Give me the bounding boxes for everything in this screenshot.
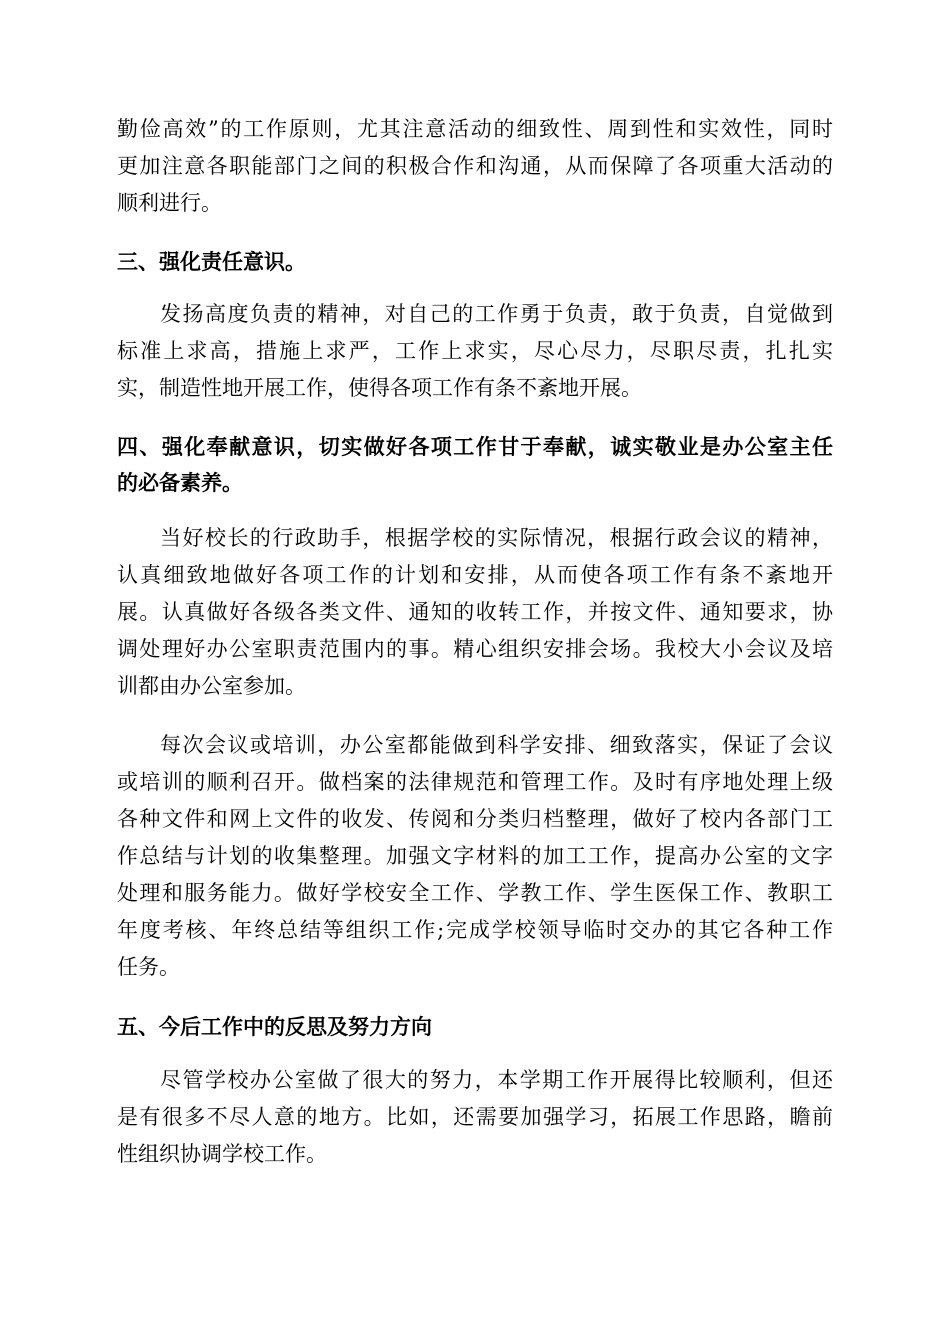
section-4-heading-line-2: 的必备素养。 [117,471,243,495]
section-4-paragraph-b-line-3: 各种文件和网上文件的收发、传阅和分类归档整理，做好了校内各部门工 [117,807,833,831]
section-3-paragraph-line-2: 标准上求高，措施上求严，工作上求实，尽心尽力，尽职尽责，扎扎实 [117,339,833,363]
section-4-paragraph-a-line-2: 认真细致地做好各项工作的计划和安排，从而使各项工作有条不紊地开 [117,563,833,587]
section-4-paragraph-a-line-4: 调处理好办公室职责范围内的事。精心组织安排会场。我校大小会议及培 [117,637,833,661]
section-5-paragraph-line-2: 是有很多不尽人意的地方。比如，还需要加强学习，拓展工作思路，瞻前 [117,1105,833,1129]
paragraph-intro-line-1: 勤俭高效”的工作原则，尤其注意活动的细致性、周到性和实效性，同时 [117,117,833,141]
section-4-paragraph-b-line-7: 任务。 [117,955,180,979]
section-4-paragraph-a-line-5: 训都由办公室参加。 [117,674,306,698]
section-4-paragraph-b-line-4: 作总结与计划的收集整理。加强文字材料的加工工作，提高办公室的文字 [117,844,833,868]
paragraph-intro-line-2: 更加注意各职能部门之间的积极合作和沟通，从而保障了各项重大活动的 [117,154,833,178]
section-4-paragraph-b-line-2: 或培训的顺利召开。做档案的法律规范和管理工作。及时有序地处理上级 [117,770,833,794]
section-5-paragraph-line-3: 性组织协调学校工作。 [117,1142,327,1166]
section-4-paragraph-b-line-6: 年度考核、年终总结等组织工作;完成学校领导临时交办的其它各种工作 [117,918,833,942]
section-4-paragraph-b-line-5: 处理和服务能力。做好学校安全工作、学教工作、学生医保工作、教职工 [117,881,833,905]
section-3-heading: 三、强化责任意识。 [117,250,306,274]
section-5-paragraph-line-1: 尽管学校办公室做了很大的努力，本学期工作开展得比较顺利，但还 [160,1068,833,1092]
section-4-paragraph-a-line-1: 当好校长的行政助手，根据学校的实际情况，根据行政会议的精神， [160,526,833,550]
section-5-heading: 五、今后工作中的反思及努力方向 [117,1015,432,1039]
section-4-paragraph-b-line-1: 每次会议或培训，办公室都能做到科学安排、细致落实，保证了会议 [160,733,833,757]
section-4-paragraph-a-line-3: 展。认真做好各级各类文件、通知的收转工作，并按文件、通知要求，协 [117,600,833,624]
section-3-paragraph-line-1: 发扬高度负责的精神，对自己的工作勇于负责，敢于负责，自觉做到 [160,302,833,326]
section-4-heading-line-1: 四、强化奉献意识，切实做好各项工作甘于奉献，诚实敬业是办公室主任 [117,435,833,459]
paragraph-intro-line-3: 顺利进行。 [117,191,222,215]
section-3-paragraph-line-3: 实，制造性地开展工作，使得各项工作有条不紊地开展。 [117,376,642,400]
